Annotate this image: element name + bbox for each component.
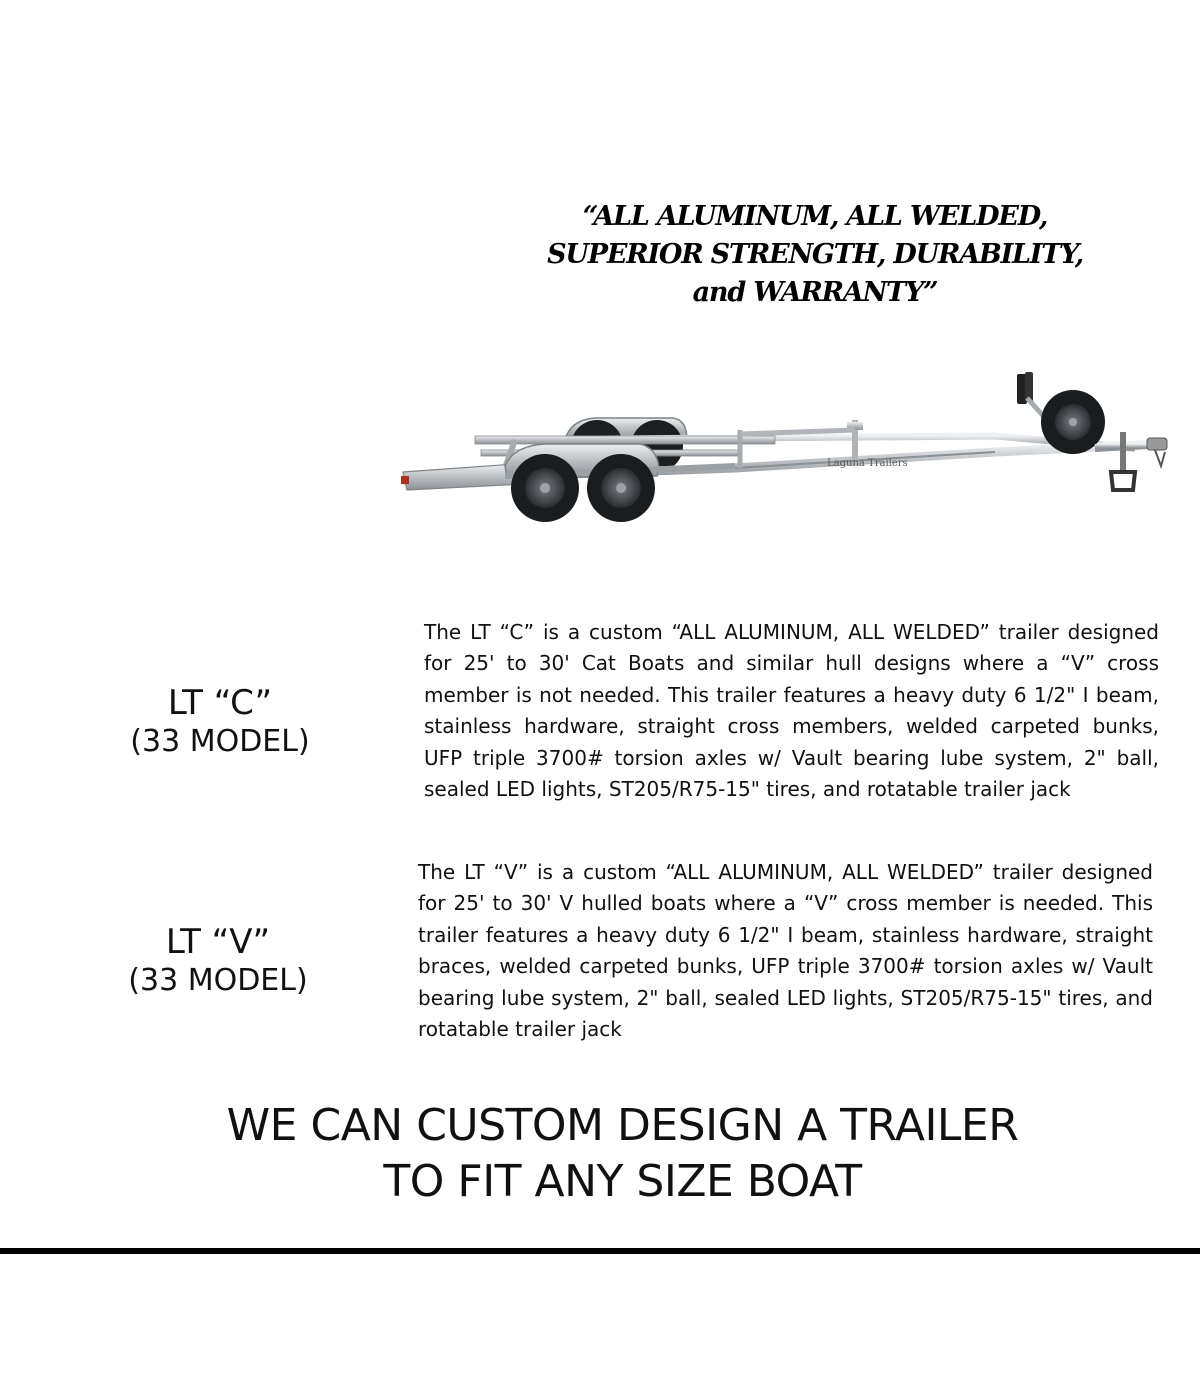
tagline-line-1: “ALL ALUMINUM, ALL WELDED, [582, 201, 1048, 232]
wheel-rear [511, 454, 579, 522]
tagline [520, 198, 1110, 312]
model-v-title [108, 922, 328, 1000]
trailer-brand-label: Laguna Trailers [827, 458, 908, 469]
model-c-title [110, 683, 330, 761]
model-c-subtitle: (33 MODEL) [130, 724, 310, 759]
model-v-subtitle: (33 MODEL) [128, 963, 308, 998]
custom-note-line-2: TO FIT ANY SIZE BOAT [383, 1156, 862, 1207]
model-v-description: The LT “V” is a custom “ALL ALUMINUM, ALL WELDED” trailer designed for 25' to 30' V hulled boats where a “V” cross member is needed. This trailer features a heavy duty 6 1/2" I beam, stainless hardware, straight braces, welded carpeted bunks, UFP triple 3700# torsion axles w/ Vault bearing lube system, 2" ball, sealed LED lights, ST205/R75-15" tires, and rotatable trailer jack [418, 860, 1153, 1042]
tagline-line-3: and WARRANTY” [692, 277, 938, 308]
model-c-description: The LT “C” is a custom “ALL ALUMINUM, ALL WELDED” trailer designed for 25' to 30' Cat Boats and similar hull designs where a “V” cross member is not needed. This trailer features a heavy duty 6 1/2" I beam, stainless hardware, straight cross members, welded carpeted bunks, UFP triple 3700# torsion axles w/ Vault bearing lube system, 2" ball, sealed LED lights, ST205/R75-15" tires, and rotatable trailer jack [424, 620, 1159, 802]
model-v-name: LT “V” [165, 922, 271, 962]
trailer-image [395, 368, 1180, 528]
custom-design-note [100, 1098, 1145, 1210]
custom-note-line-1: WE CAN CUSTOM DESIGN A TRAILER [226, 1100, 1019, 1151]
model-c-name: LT “C” [167, 683, 273, 723]
wheel-front [587, 454, 655, 522]
horizontal-divider [0, 1248, 1200, 1254]
tagline-line-2: SUPERIOR STRENGTH, DURABILITY, [547, 239, 1083, 270]
